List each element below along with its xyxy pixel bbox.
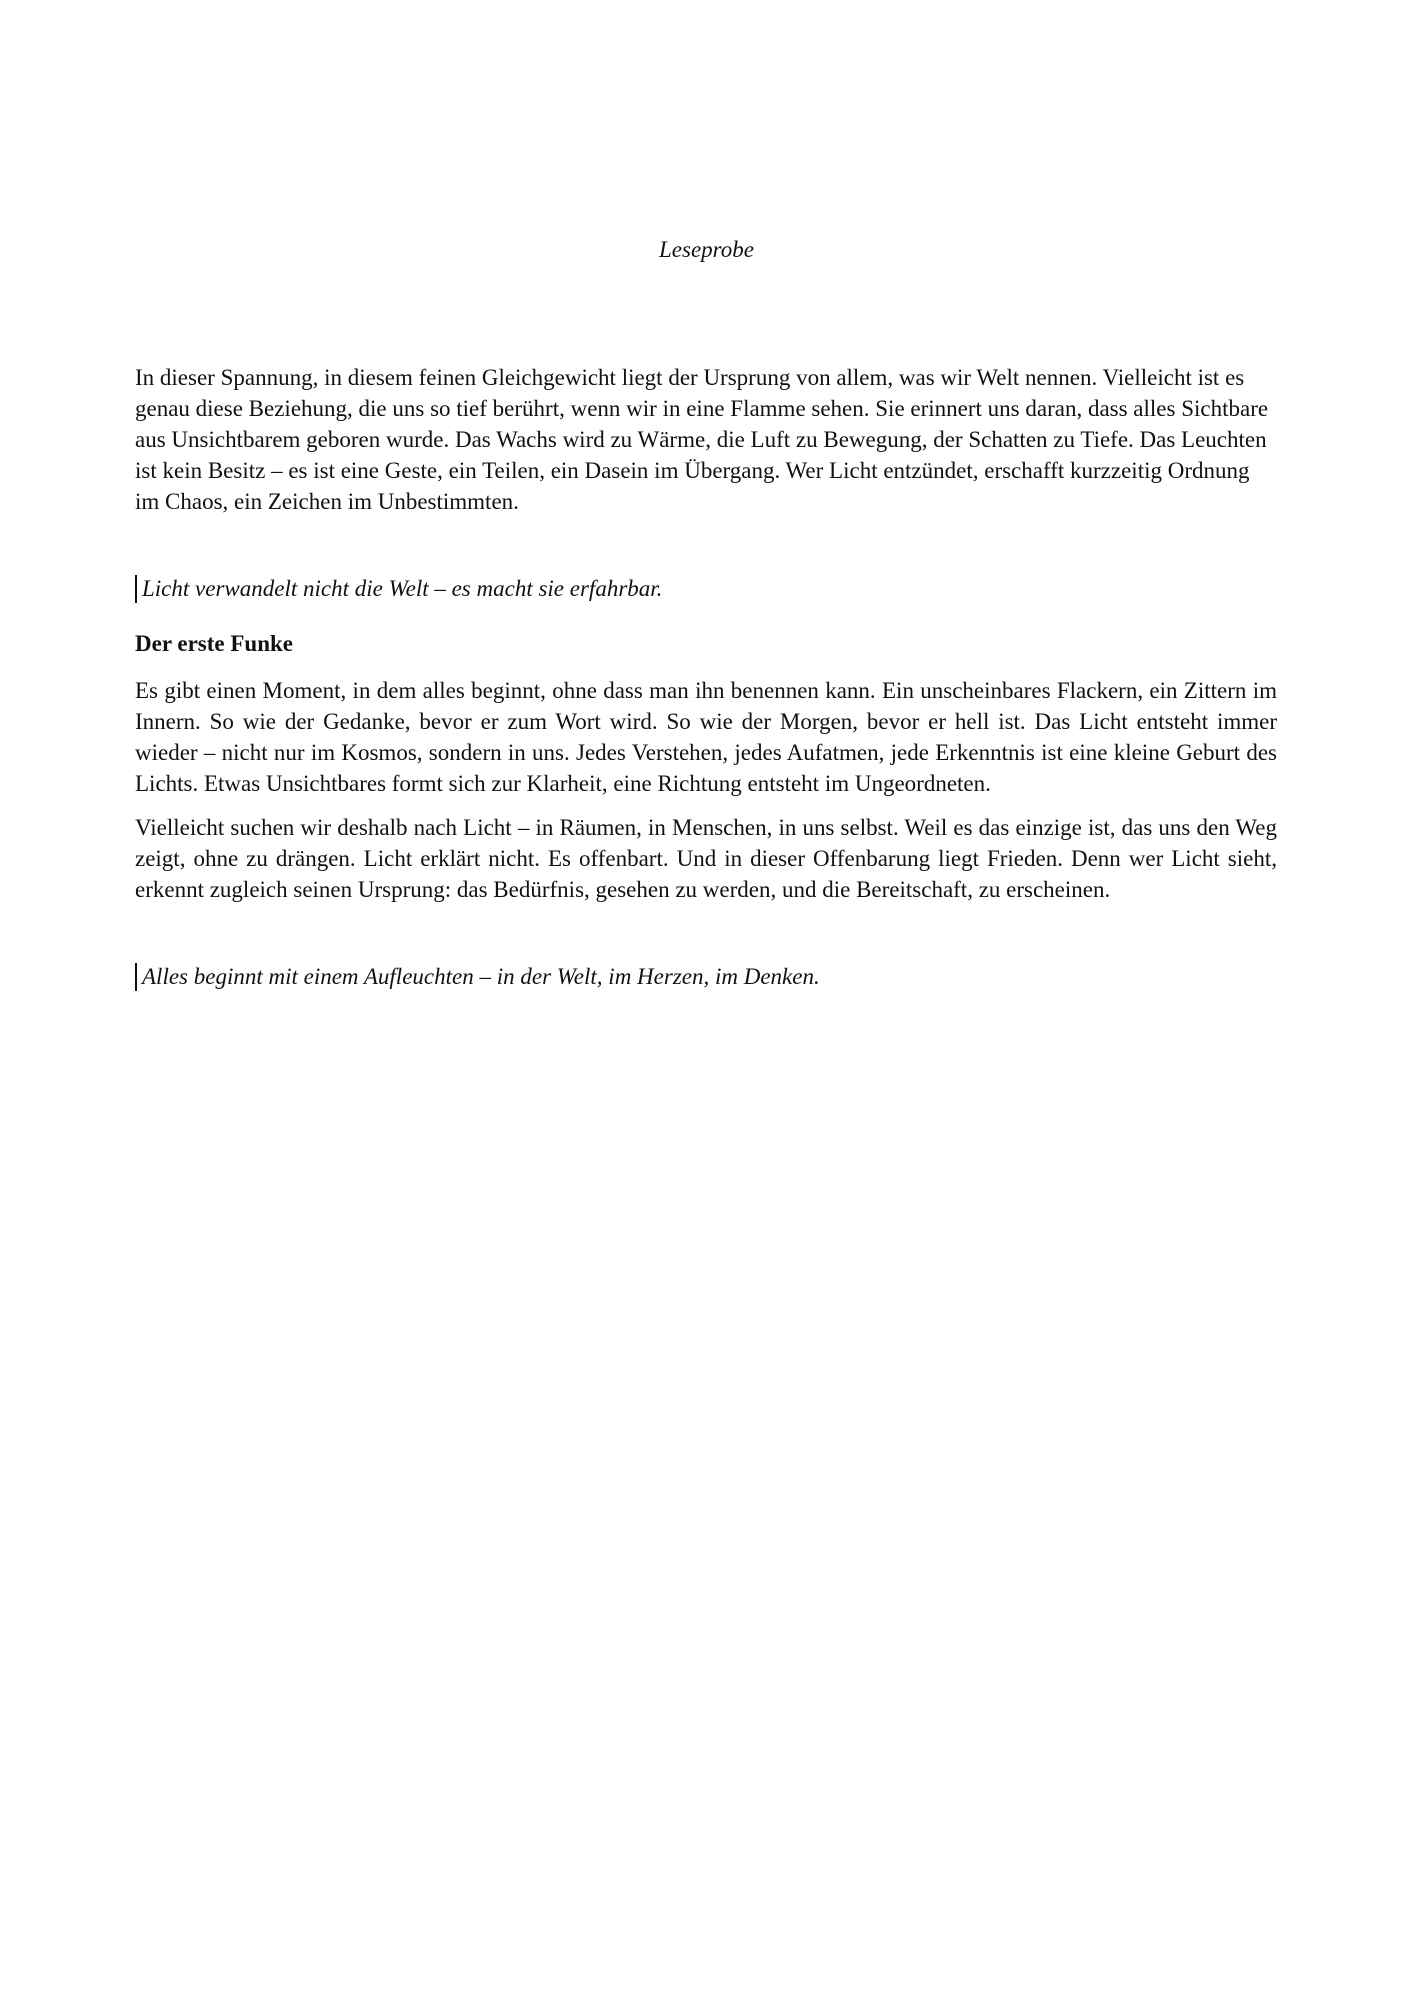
intro-paragraph: In dieser Spannung, in diesem feinen Gleichgewicht liegt der Ursprung von allem, was wir Welt nennen. Vielleicht ist es genau diese Beziehung, die uns so tief berührt, wenn wir in eine Flamme sehen. Sie erinnert uns daran, dass alles Sichtbare aus Unsichtbarem geboren wurde. Das Wachs wird zu Wärme, die Luft zu Bewegung, der Schatten zu Tiefe. Das Leuchten ist kein Besitz – es ist eine Geste, ein Teilen, ein Dasein im Übergang. Wer Licht entzündet, erschafft kurzzeitig Ordnung im Chaos, ein Zeichen im Unbestimmten. bbox=[135, 365, 1269, 514]
pull-quote-1: Licht verwandelt nicht die Welt – es macht sie erfahrbar. bbox=[135, 575, 662, 603]
section-paragraph-2: Vielleicht suchen wir deshalb nach Licht – in Räumen, in Menschen, in uns selbst. Weil es das einzige ist, das uns den Weg zeigt, ohne zu drängen. Licht erklärt nicht. Es offenbart. Und in dieser Offenbarung liegt Frieden. Denn wer Licht sieht, erkennt zugleich seinen Ursprung: das Bedürfnis, gesehen zu werden, und die Bereitschaft, zu erscheinen. bbox=[135, 815, 1277, 902]
pull-quote-2: Alles beginnt mit einem Aufleuchten – in der Welt, im Herzen, im Denken. bbox=[135, 963, 820, 991]
section-heading: Der erste Funke bbox=[135, 631, 293, 656]
page-header-title: Leseprobe bbox=[659, 237, 754, 262]
section-paragraph-1: Es gibt einen Moment, in dem alles beginnt, ohne dass man ihn benennen kann. Ein unscheinbares Flackern, ein Zittern im Innern. So wie der Gedanke, bevor er zum Wort wird. So wie der Morgen, bevor er hell ist. Das Licht entsteht immer wieder – nicht nur im Kosmos, sondern in uns. Jedes Verstehen, jedes Aufatmen, jede Erkenntnis ist eine kleine Geburt des Lichts. Etwas Unsichtbares formt sich zur Klarheit, eine Richtung entsteht im Ungeordneten. bbox=[135, 678, 1277, 796]
quote-block-2 bbox=[135, 963, 1277, 991]
document-body bbox=[135, 362, 1277, 991]
quote-block-1 bbox=[135, 575, 1277, 603]
